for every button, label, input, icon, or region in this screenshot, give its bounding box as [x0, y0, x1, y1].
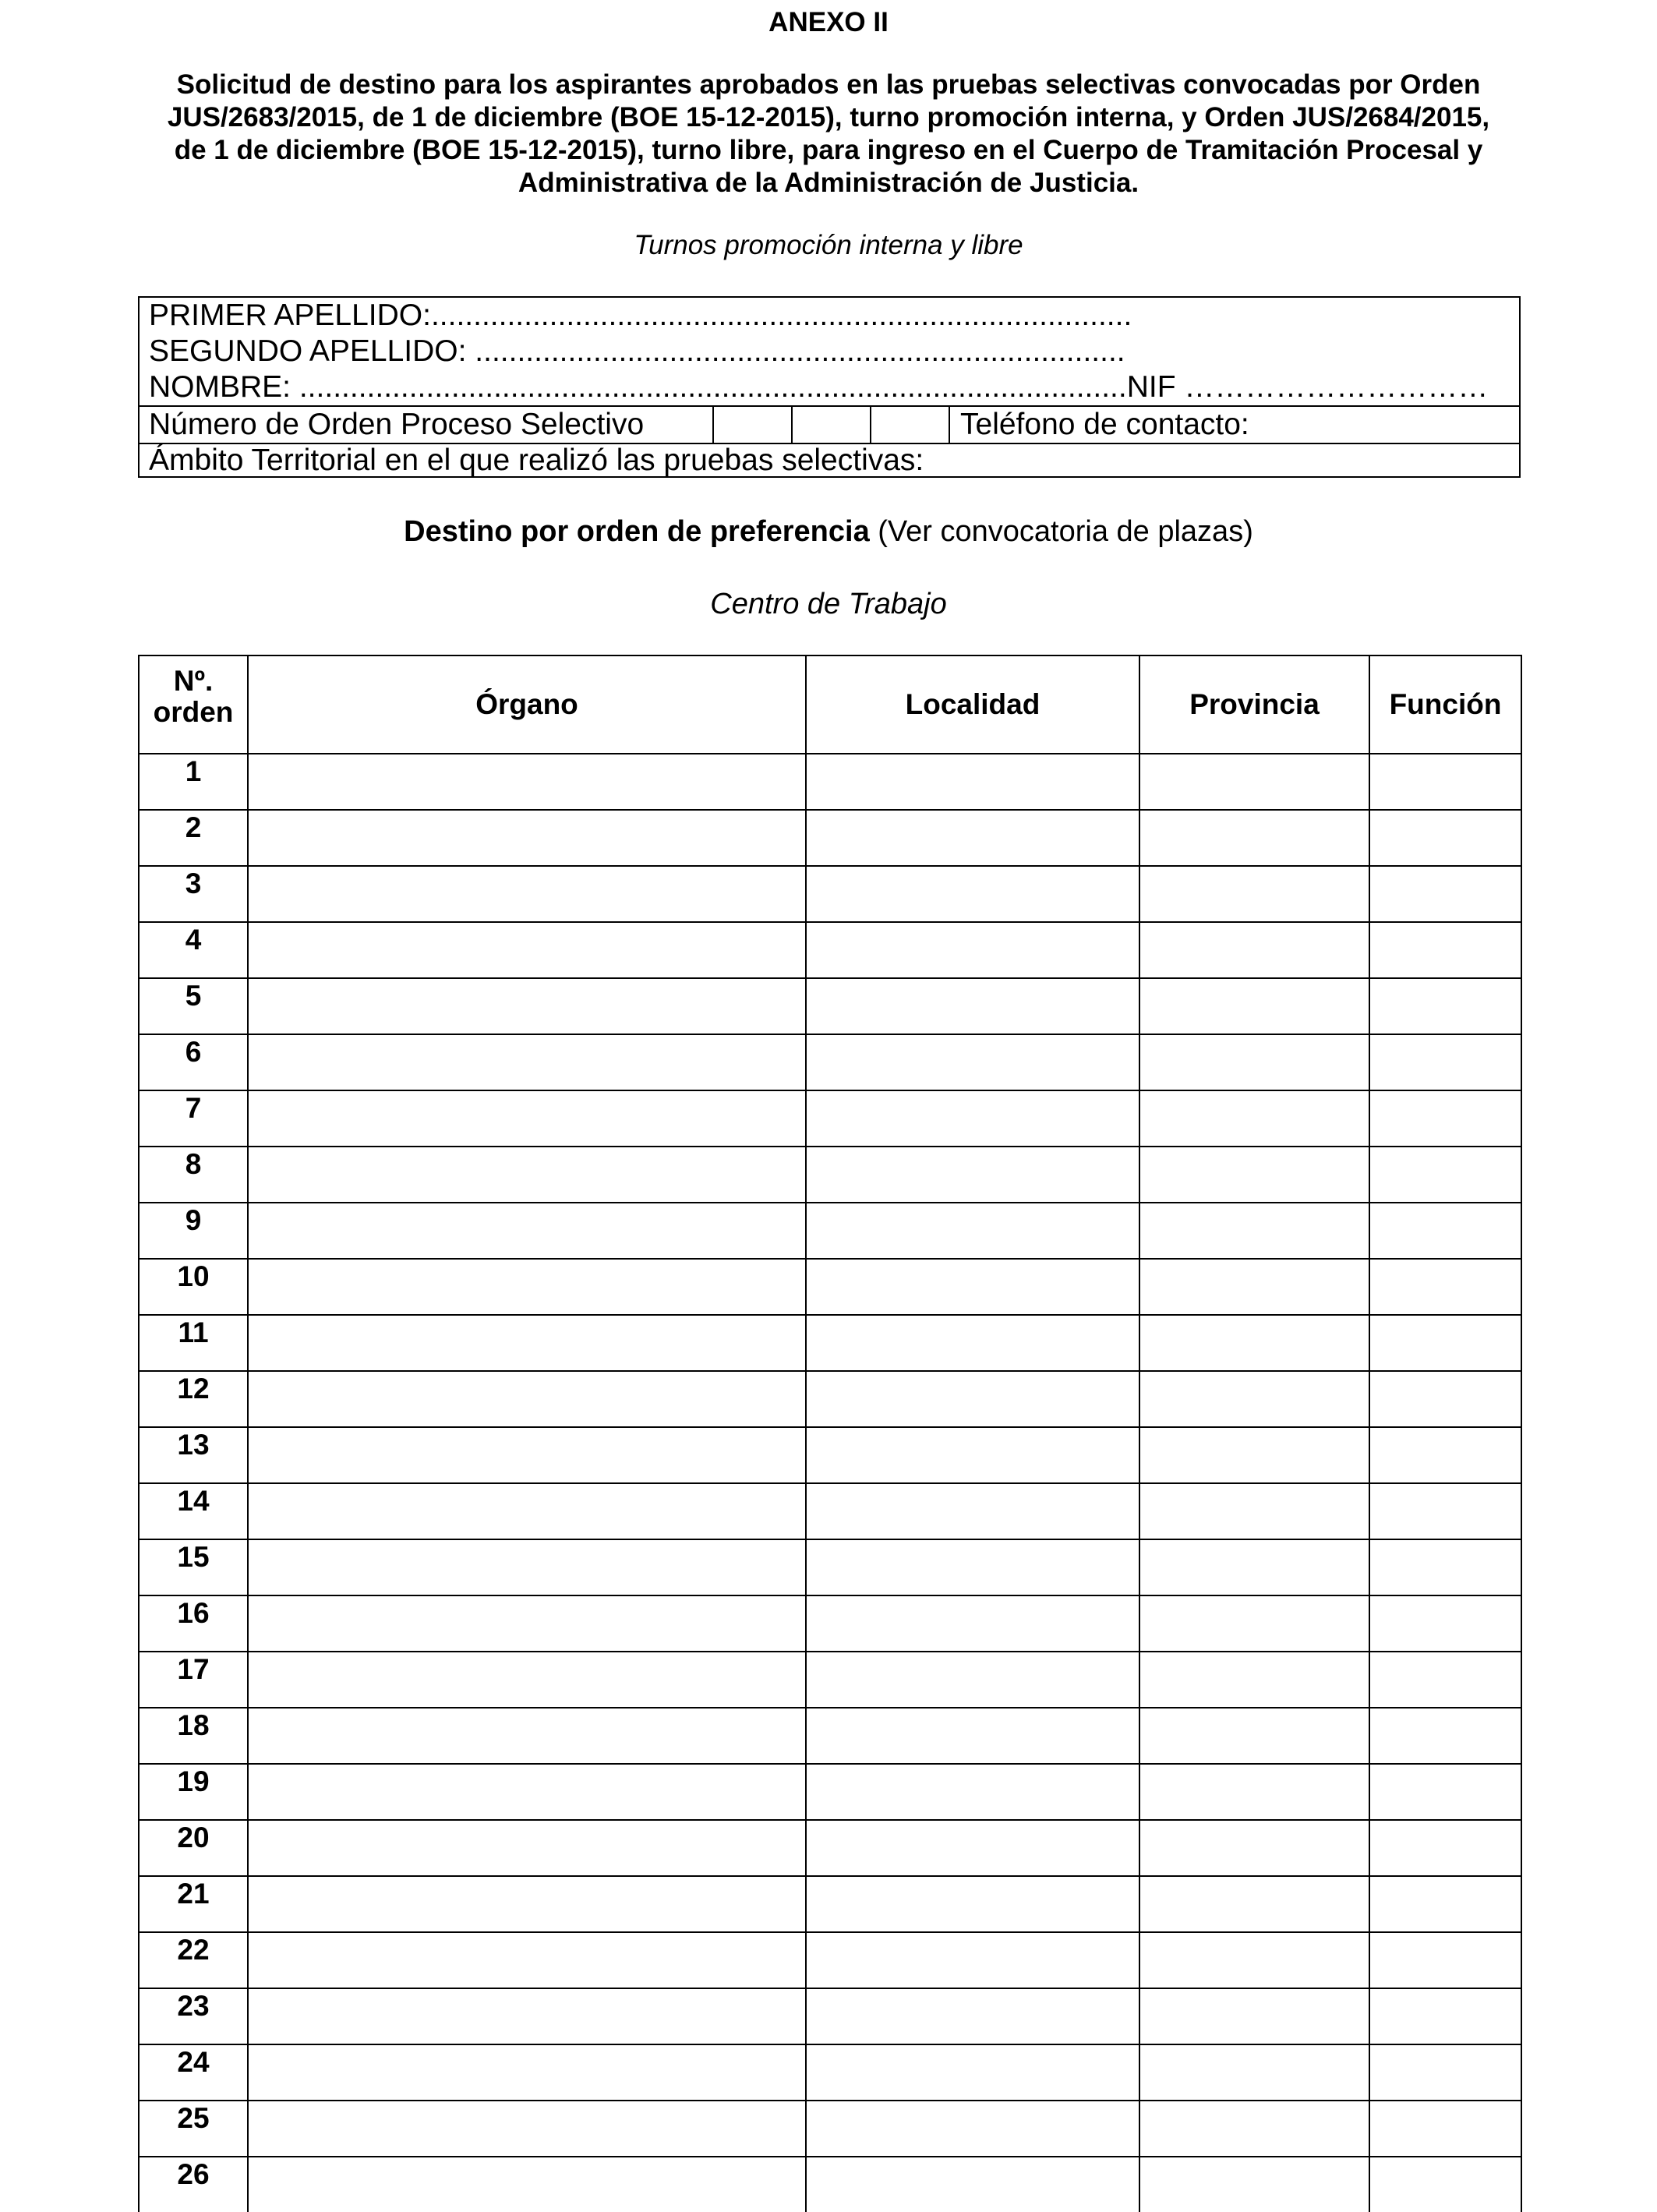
table-row [139, 1595, 1521, 1652]
provincia-cell[interactable] [1139, 1259, 1369, 1315]
row-number: 8 [139, 1147, 248, 1203]
organo-cell[interactable] [248, 1427, 806, 1483]
provincia-cell[interactable] [1139, 2101, 1369, 2157]
row-number: 17 [139, 1652, 248, 1708]
funcion-cell[interactable] [1369, 1932, 1521, 1988]
provincia-cell[interactable] [1139, 1876, 1369, 1932]
localidad-cell[interactable] [806, 2044, 1139, 2101]
table-row [139, 1932, 1521, 1988]
localidad-cell[interactable] [806, 866, 1139, 922]
destino-title [0, 514, 1657, 549]
table-row [139, 1876, 1521, 1932]
row-number: 18 [139, 1708, 248, 1764]
funcion-cell[interactable] [1369, 2044, 1521, 2101]
funcion-cell[interactable] [1369, 1595, 1521, 1652]
table-row [139, 1315, 1521, 1371]
row-number: 2 [139, 810, 248, 866]
funcion-cell[interactable] [1369, 1708, 1521, 1764]
organo-cell[interactable] [248, 1876, 806, 1932]
organo-cell[interactable] [248, 1988, 806, 2044]
table-row [139, 2157, 1521, 2212]
localidad-cell[interactable] [806, 1988, 1139, 2044]
funcion-cell[interactable] [1369, 1820, 1521, 1876]
row-number: 16 [139, 1595, 248, 1652]
row-number: 12 [139, 1371, 248, 1427]
organo-cell[interactable] [248, 1090, 806, 1147]
funcion-cell[interactable] [1369, 754, 1521, 810]
localidad-cell[interactable] [806, 1652, 1139, 1708]
table-row [139, 1371, 1521, 1427]
provincia-cell[interactable] [1139, 1090, 1369, 1147]
provincia-cell[interactable] [1139, 1539, 1369, 1595]
provincia-cell[interactable] [1139, 922, 1369, 978]
table-row [139, 754, 1521, 810]
funcion-cell[interactable] [1369, 1483, 1521, 1539]
provincia-cell[interactable] [1139, 1764, 1369, 1820]
localidad-cell[interactable] [806, 2157, 1139, 2212]
destino-title-note: (Ver convocatoria de plazas) [869, 515, 1253, 548]
ambito-territorial-field[interactable]: Ámbito Territorial en el que realizó las pruebas selectivas: [149, 443, 924, 477]
table-row [139, 1259, 1521, 1315]
heading-line: JUS/2683/2015, de 1 de diciembre (BOE 15-12-2015), turno promoción interna, y Orden JUS/2684/2015, [167, 102, 1490, 133]
provincia-cell[interactable] [1139, 1315, 1369, 1371]
table-row [139, 1539, 1521, 1595]
header-numero-orden [139, 655, 248, 754]
destino-title-bold: Destino por orden de preferencia [404, 515, 870, 548]
row-number: 7 [139, 1090, 248, 1147]
row-number: 25 [139, 2101, 248, 2157]
localidad-cell[interactable] [806, 1147, 1139, 1203]
divider [870, 407, 871, 443]
funcion-cell[interactable] [1369, 1371, 1521, 1427]
telefono-field[interactable]: Teléfono de contacto: [960, 408, 1249, 441]
funcion-cell[interactable] [1369, 1652, 1521, 1708]
funcion-cell[interactable] [1369, 1539, 1521, 1595]
header-localidad: Localidad [806, 655, 1139, 754]
funcion-cell[interactable] [1369, 1315, 1521, 1371]
table-row [139, 1147, 1521, 1203]
provincia-cell[interactable] [1139, 1203, 1369, 1259]
heading-line: de 1 de diciembre (BOE 15-12-2015), turno libre, para ingreso en el Cuerpo de Tramitación Procesal y [174, 135, 1483, 165]
provincia-cell[interactable] [1139, 866, 1369, 922]
funcion-cell[interactable] [1369, 1988, 1521, 2044]
organo-cell[interactable] [248, 2101, 806, 2157]
organo-cell[interactable] [248, 1259, 806, 1315]
localidad-cell[interactable] [806, 1595, 1139, 1652]
localidad-cell[interactable] [806, 922, 1139, 978]
funcion-cell[interactable] [1369, 1034, 1521, 1090]
provincia-cell[interactable] [1139, 754, 1369, 810]
nombre-nif-field[interactable]: NOMBRE: ..................................................................................................NIF ………………………… [149, 370, 1489, 404]
organo-cell[interactable] [248, 1820, 806, 1876]
localidad-cell[interactable] [806, 1820, 1139, 1876]
provincia-cell[interactable] [1139, 1932, 1369, 1988]
provincia-cell[interactable] [1139, 1371, 1369, 1427]
funcion-cell[interactable] [1369, 1259, 1521, 1315]
table-row [139, 978, 1521, 1034]
table-row [139, 1034, 1521, 1090]
provincia-cell[interactable] [1139, 1820, 1369, 1876]
organo-cell[interactable] [248, 754, 806, 810]
row-number: 26 [139, 2157, 248, 2212]
table-header-row [139, 655, 1521, 754]
provincia-cell[interactable] [1139, 1652, 1369, 1708]
organo-cell[interactable] [248, 866, 806, 922]
row-number: 14 [139, 1483, 248, 1539]
organo-cell[interactable] [248, 1371, 806, 1427]
funcion-cell[interactable] [1369, 1090, 1521, 1147]
localidad-cell[interactable] [806, 1708, 1139, 1764]
table-row [139, 1427, 1521, 1483]
table-row [139, 810, 1521, 866]
localidad-cell[interactable] [806, 1876, 1139, 1932]
subtitle: Turnos promoción interna y libre [634, 230, 1023, 260]
segundo-apellido-field[interactable]: SEGUNDO APELLIDO: ............................................................................. [149, 334, 1125, 368]
organo-cell[interactable] [248, 1147, 806, 1203]
organo-cell[interactable] [248, 1034, 806, 1090]
localidad-cell[interactable] [806, 1371, 1139, 1427]
provincia-cell[interactable] [1139, 1708, 1369, 1764]
table-row [139, 1764, 1521, 1820]
table-row [139, 1820, 1521, 1876]
localidad-cell[interactable] [806, 1259, 1139, 1315]
provincia-cell[interactable] [1139, 1483, 1369, 1539]
table-row [139, 866, 1521, 922]
localidad-cell[interactable] [806, 1483, 1139, 1539]
row-number: 20 [139, 1820, 248, 1876]
row-number: 15 [139, 1539, 248, 1595]
row-number: 11 [139, 1315, 248, 1371]
localidad-cell[interactable] [806, 810, 1139, 866]
organo-cell[interactable] [248, 978, 806, 1034]
form-heading [109, 69, 1548, 200]
localidad-cell[interactable] [806, 1034, 1139, 1090]
organo-cell[interactable] [248, 2044, 806, 2101]
provincia-cell[interactable] [1139, 1595, 1369, 1652]
annex-title: ANEXO II [768, 7, 889, 37]
row-number: 21 [139, 1876, 248, 1932]
provincia-cell[interactable] [1139, 810, 1369, 866]
localidad-cell[interactable] [806, 2101, 1139, 2157]
funcion-cell[interactable] [1369, 810, 1521, 866]
preference-table [138, 655, 1522, 2212]
funcion-cell[interactable] [1369, 2101, 1521, 2157]
organo-cell[interactable] [248, 1708, 806, 1764]
table-row [139, 2101, 1521, 2157]
localidad-cell[interactable] [806, 1932, 1139, 1988]
funcion-cell[interactable] [1369, 2157, 1521, 2212]
row-number: 13 [139, 1427, 248, 1483]
table-row [139, 1988, 1521, 2044]
organo-cell[interactable] [248, 1652, 806, 1708]
organo-cell[interactable] [248, 2157, 806, 2212]
row-number: 24 [139, 2044, 248, 2101]
localidad-cell[interactable] [806, 754, 1139, 810]
localidad-cell[interactable] [806, 1090, 1139, 1147]
row-number: 3 [139, 866, 248, 922]
funcion-cell[interactable] [1369, 1764, 1521, 1820]
table-row [139, 2044, 1521, 2101]
organo-cell[interactable] [248, 810, 806, 866]
table-row [139, 1652, 1521, 1708]
table-row [139, 1483, 1521, 1539]
header-organo: Órgano [248, 655, 806, 754]
organo-cell[interactable] [248, 1203, 806, 1259]
row-number: 23 [139, 1988, 248, 2044]
localidad-cell[interactable] [806, 1203, 1139, 1259]
row-number: 1 [139, 754, 248, 810]
header-provincia: Provincia [1139, 655, 1369, 754]
header-orden: orden [153, 696, 234, 728]
localidad-cell[interactable] [806, 978, 1139, 1034]
localidad-cell[interactable] [806, 1427, 1139, 1483]
row-number: 19 [139, 1764, 248, 1820]
funcion-cell[interactable] [1369, 1876, 1521, 1932]
localidad-cell[interactable] [806, 1539, 1139, 1595]
table-row [139, 1203, 1521, 1259]
funcion-cell[interactable] [1369, 1147, 1521, 1203]
funcion-cell[interactable] [1369, 922, 1521, 978]
centro-trabajo-label: Centro de Trabajo [710, 588, 947, 620]
header-funcion: Función [1369, 655, 1521, 754]
provincia-cell[interactable] [1139, 2044, 1369, 2101]
organo-cell[interactable] [248, 1932, 806, 1988]
organo-cell[interactable] [248, 1483, 806, 1539]
localidad-cell[interactable] [806, 1764, 1139, 1820]
funcion-cell[interactable] [1369, 1427, 1521, 1483]
numero-orden-label: Número de Orden Proceso Selectivo [149, 408, 645, 441]
divider [949, 407, 950, 443]
organo-cell[interactable] [248, 1539, 806, 1595]
row-number: 10 [139, 1259, 248, 1315]
table-row [139, 1090, 1521, 1147]
table-row [139, 1708, 1521, 1764]
table-row [139, 922, 1521, 978]
applicant-data-box [138, 296, 1521, 478]
header-numero: Nº. [173, 665, 214, 697]
row-number: 9 [139, 1203, 248, 1259]
funcion-cell[interactable] [1369, 978, 1521, 1034]
organo-cell[interactable] [248, 1315, 806, 1371]
funcion-cell[interactable] [1369, 1203, 1521, 1259]
organo-cell[interactable] [248, 1595, 806, 1652]
provincia-cell[interactable] [1139, 1427, 1369, 1483]
localidad-cell[interactable] [806, 1315, 1139, 1371]
provincia-cell[interactable] [1139, 1147, 1369, 1203]
row-number: 6 [139, 1034, 248, 1090]
divider [791, 407, 793, 443]
heading-line: Solicitud de destino para los aspirantes aprobados en las pruebas selectivas convocadas por Orden [176, 69, 1481, 100]
organo-cell[interactable] [248, 922, 806, 978]
organo-cell[interactable] [248, 1764, 806, 1820]
row-number: 22 [139, 1932, 248, 1988]
heading-line: Administrativa de la Administración de Justicia. [518, 168, 1139, 198]
primer-apellido-field[interactable]: PRIMER APELLIDO:................................................................................... [149, 299, 1132, 332]
row-number: 5 [139, 978, 248, 1034]
provincia-cell[interactable] [1139, 978, 1369, 1034]
row-number: 4 [139, 922, 248, 978]
provincia-cell[interactable] [1139, 1034, 1369, 1090]
funcion-cell[interactable] [1369, 866, 1521, 922]
divider [712, 407, 714, 443]
provincia-cell[interactable] [1139, 2157, 1369, 2212]
provincia-cell[interactable] [1139, 1988, 1369, 2044]
